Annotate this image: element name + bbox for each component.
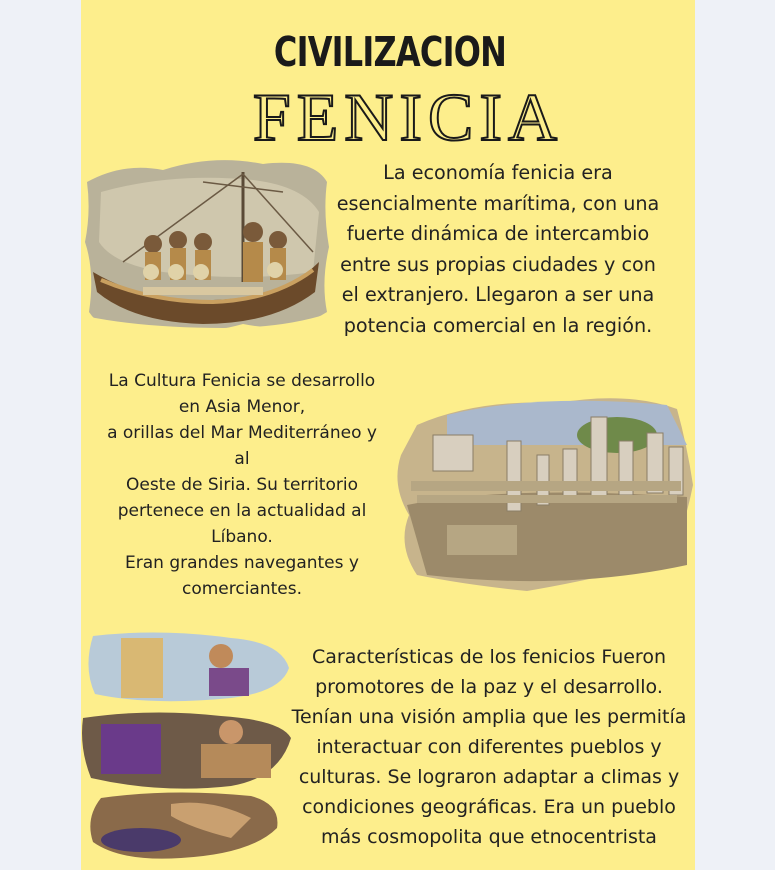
characteristics-text: Características de los fenicios Fueron promotores de la paz y el desarrollo. Tenían una visión amplia que les permitía interactuar con diferentes pueblos y culturas. Se lograron adaptar a climas y condiciones geográficas. Era un pueblo más cosmopolita que etnocentrista <box>291 646 687 848</box>
merchants-image <box>81 628 293 862</box>
title-civilizacion: CIVILIZACION <box>273 28 507 76</box>
poster <box>81 0 695 870</box>
title-fenicia: FENICIA <box>252 79 564 155</box>
economy-text: La economía fenicia era esencialmente marítima, con una fuerte dinámica de intercambio entre sus propias ciudades y con el extranjero. Llegaron a ser una potencia comercial en la región. <box>336 161 660 337</box>
culture-text: La Cultura Fenicia se desarrollo en Asia Menor, a orillas del Mar Mediterráneo y al Oeste de Siria. Su territorio pertenece en la actualidad al Líbano. Eran grandes navegantes y comerciantes. <box>107 371 377 599</box>
ship-mosaic-image <box>83 152 331 338</box>
ruins-image <box>387 385 695 595</box>
